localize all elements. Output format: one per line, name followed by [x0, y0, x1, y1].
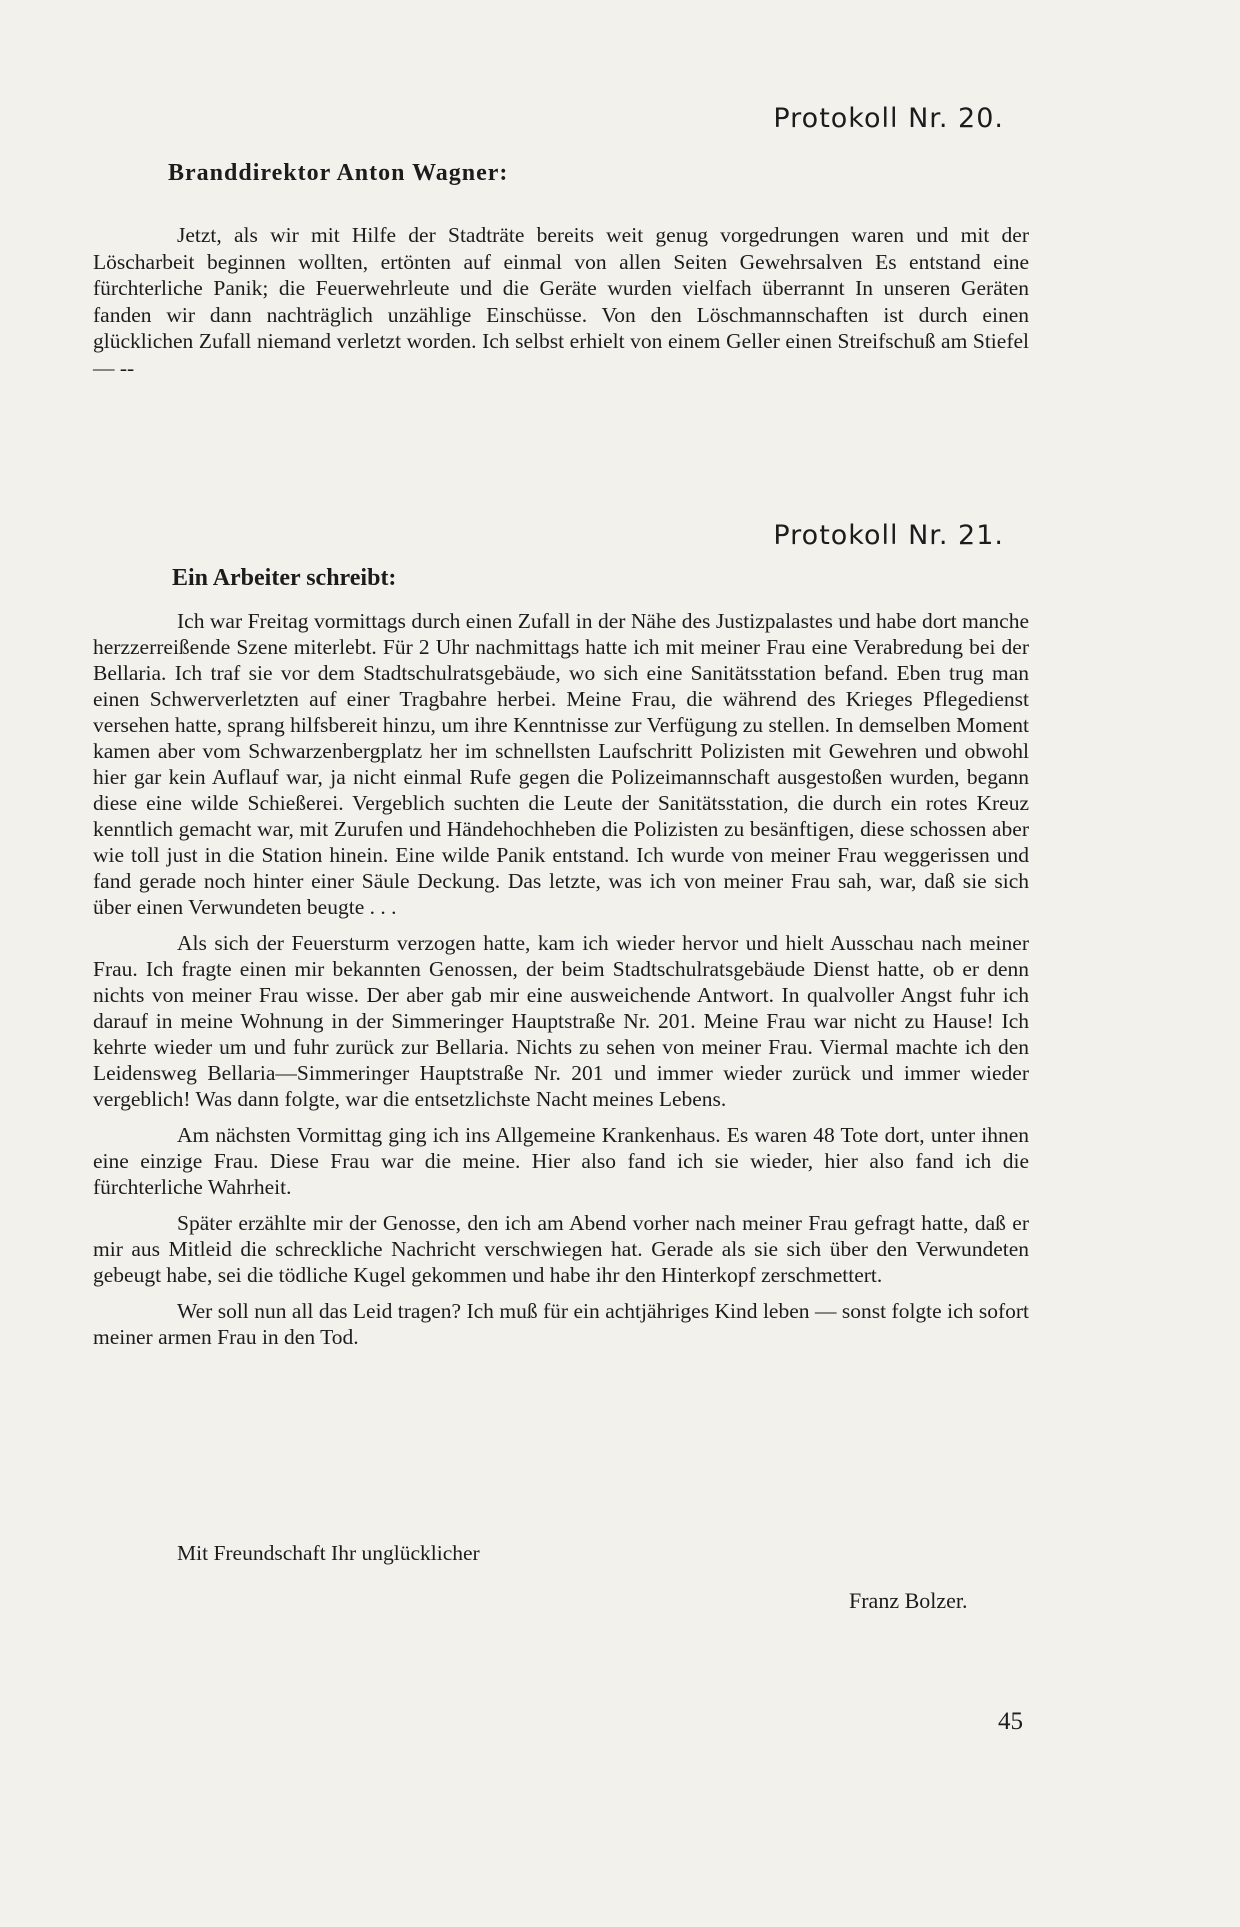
protocol-21-speaker: Ein Arbeiter schreibt:: [172, 565, 397, 591]
closing-line: Mit Freundschaft Ihr unglücklicher: [177, 1541, 480, 1565]
protocol-21-paragraph-4: Später erzählte mir der Genosse, den ich am Abend vorher nach meiner Frau gefragt hatte, daß er mir aus Mitleid die schreckliche Nachricht verschwiegen hat. Gerade als sie sich über den Verwundeten gebeugt habe, sei die tödliche Kugel gekommen und habe ihr den Hinterkopf zerschmettert.: [93, 1211, 1029, 1287]
protocol-21-paragraph-2: Als sich der Feuersturm verzogen hatte, kam ich wieder hervor und hielt Ausschau nach meiner Frau. Ich fragte einen mir bekannten Genossen, der beim Stadtschulratsgebäude Dienst hatte, ob er denn nichts von meiner Frau wisse. Der aber gab mir eine ausweichende Antwort. In qualvoller Angst fuhr ich darauf in meine Wohnung in der Simmeringer Hauptstraße Nr. 201. Meine Frau war nicht zu Hause! Ich kehrte wieder um und fuhr zurück zur Bellaria. Nichts zu sehen von meiner Frau. Viermal machte ich den Leidensweg Bellaria—Simmeringer Hauptstraße Nr. 201 und immer wieder zurück und immer wieder vergeblich! Was dann folgte, war die entsetzlichste Nacht meines Lebens.: [93, 931, 1029, 1111]
protocol-21-paragraph-3: Am nächsten Vormittag ging ich ins Allgemeine Krankenhaus. Es waren 48 Tote dort, unter ihnen eine einzige Frau. Diese Frau war die meine. Hier also fand ich sie wieder, hier also fand ich die fürchterliche Wahrheit.: [93, 1123, 1029, 1199]
page-number: 45: [998, 1708, 1023, 1735]
protocol-21-body: [93, 608, 1029, 1360]
protocol-21-heading: Protokoll Nr. 21.: [773, 520, 1004, 551]
protocol-21-paragraph-5: Wer soll nun all das Leid tragen? Ich muß für ein achtjähriges Kind leben — sonst folgte ich sofort meiner armen Frau in den Tod.: [93, 1299, 1029, 1349]
signature: Franz Bolzer.: [849, 1588, 968, 1613]
protocol-20-speaker: Branddirektor Anton Wagner:: [168, 160, 509, 186]
protocol-20-body: [93, 222, 1029, 391]
protocol-20-heading: Protokoll Nr. 20.: [773, 103, 1004, 134]
protocol-21-paragraph-1: Ich war Freitag vormittags durch einen Zufall in der Nähe des Justizpalastes und habe dort manche herzzerreißende Szene miterlebt. Für 2 Uhr nachmittags hatte ich mit meiner Frau eine Verabredung bei der Bellaria. Ich traf sie vor dem Stadtschulratsgebäude, wo sich eine Sanitätsstation befand. Eben trug man einen Schwerverletzten auf einer Tragbahre herbei. Meine Frau, die während des Krieges Pflegedienst versehen hatte, sprang hilfsbereit hinzu, um ihre Kenntnisse zur Verfügung zu stellen. In demselben Moment kamen aber vom Schwarzenbergplatz her im schnellsten Laufschritt Polizisten mit Gewehren und obwohl hier gar kein Auflauf war, ja nicht einmal Rufe gegen die Polizeimannschaft ausgestoßen wurden, begann diese eine wilde Schießerei. Vergeblich suchten die Leute der Sanitätsstation, die durch ein rotes Kreuz kenntlich gemacht war, mit Zurufen und Händehochheben die Polizisten zu besänftigen, diese schossen aber wie toll just in die Station hinein. Eine wilde Panik entstand. Ich wurde von meiner Frau weggerissen und fand gerade noch hinter einer Säule Deckung. Das letzte, was ich von meiner Frau sah, war, daß sie sich über einen Verwundeten beugte . . .: [93, 609, 1029, 919]
protocol-20-paragraph: Jetzt, als wir mit Hilfe der Stadträte bereits weit genug vorgedrungen waren und mit der Löscharbeit beginnen wollten, ertönten auf einmal von allen Seiten Gewehrsalven Es entstand eine fürchterliche Panik; die Feuerwehrleute und die Geräte wurden vielfach überrannt In unseren Geräten fanden wir dann nachträglich unzählige Einschüsse. Von den Löschmannschaften ist durch einen glücklichen Zufall niemand verletzt worden. Ich selbst erhielt von einem Geller einen Streifschuß am Stiefel — --: [93, 223, 1029, 380]
